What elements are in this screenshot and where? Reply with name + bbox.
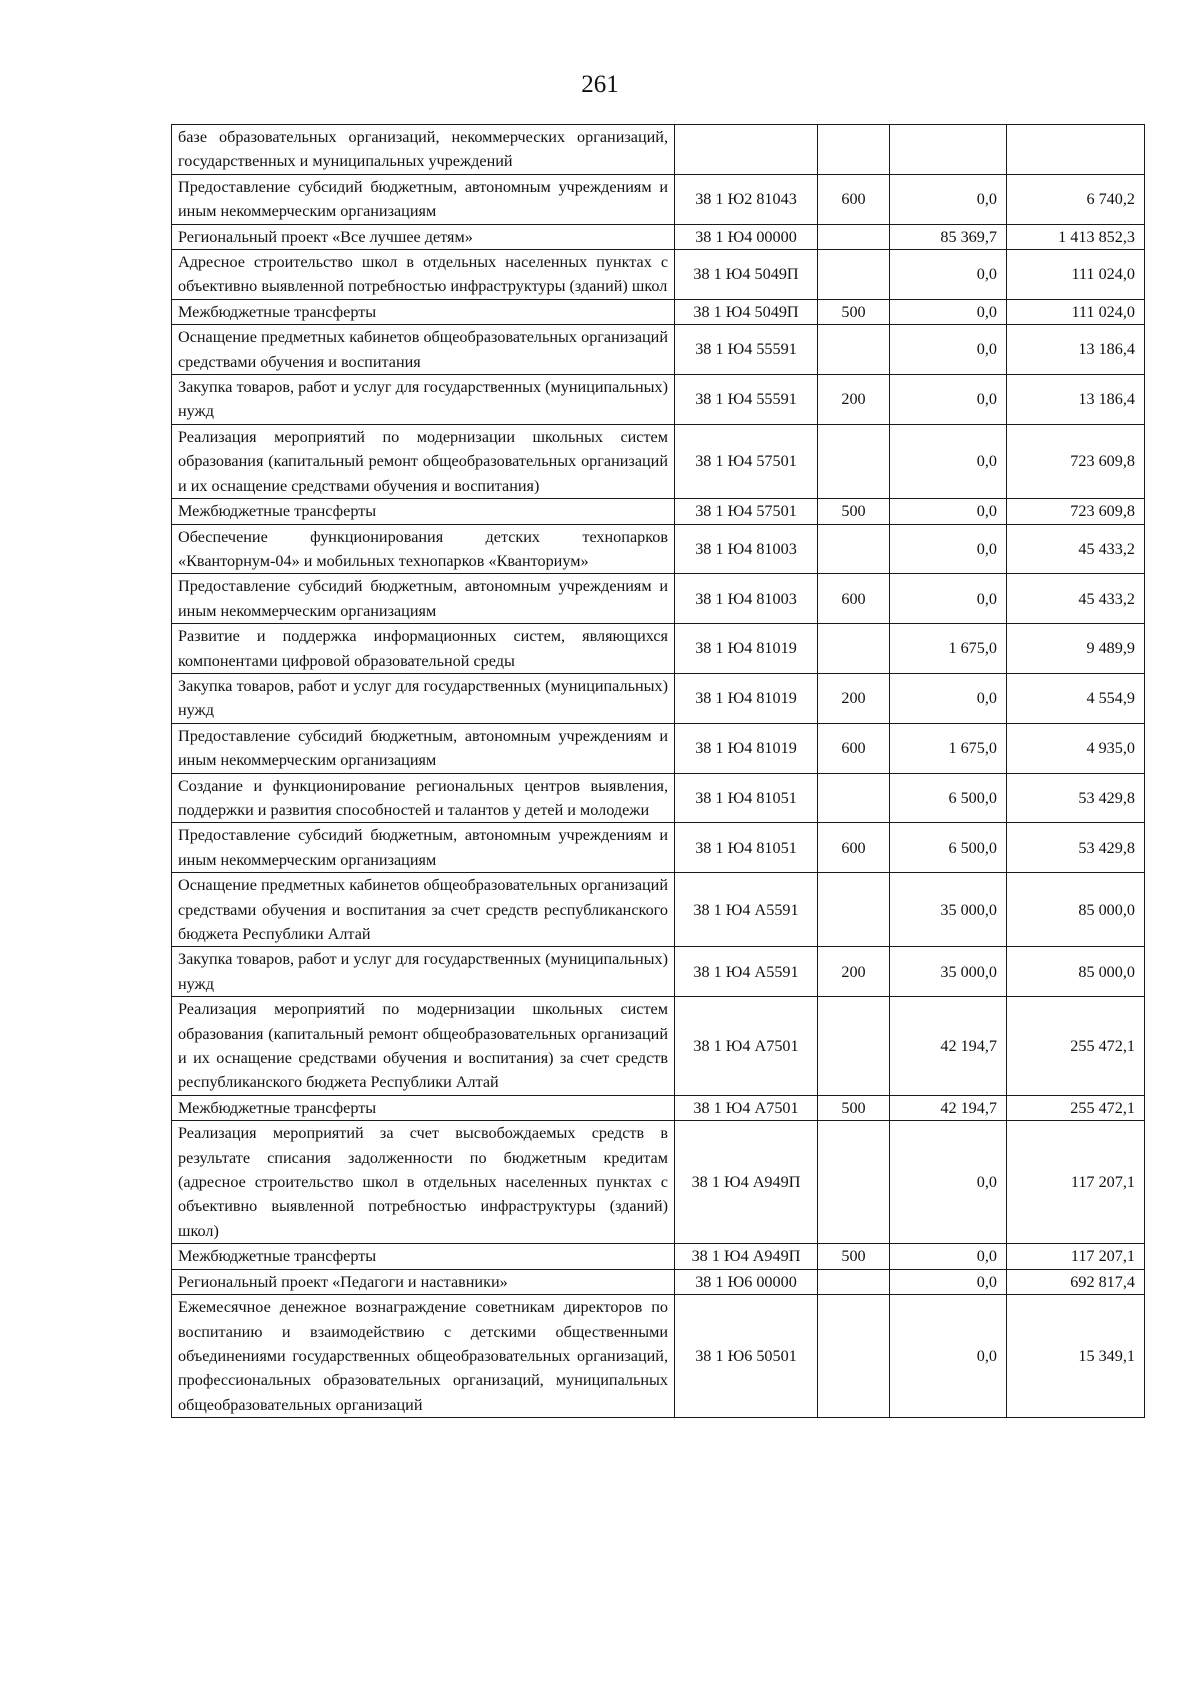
amount-year1-cell: 0,0 — [890, 574, 1007, 624]
amount-year1-cell: 0,0 — [890, 325, 1007, 375]
table-row — [172, 723, 1145, 773]
target-code-cell: 38 1 Ю2 81043 — [675, 174, 818, 224]
page-number: 261 — [581, 71, 619, 98]
target-code-cell: 38 1 Ю4 А949П — [675, 1121, 818, 1244]
expense-type-cell: 200 — [818, 947, 890, 997]
item-name-cell: Развитие и поддержка информационных систем, являющихся компонентами цифровой образовательной среды — [172, 624, 675, 674]
target-code-cell: 38 1 Ю4 55591 — [675, 375, 818, 425]
expense-type-cell — [818, 524, 890, 574]
item-name-cell: Оснащение предметных кабинетов общеобразовательных организаций средствами обучения и воспитания за счет средств республиканского бюджета Республики Алтай — [172, 873, 675, 947]
expense-type-cell: 500 — [818, 299, 890, 324]
item-name-cell: базе образовательных организаций, некоммерческих организаций, государственных и муниципальных учреждений — [172, 125, 675, 175]
table-row — [172, 499, 1145, 524]
amount-year2-cell: 255 472,1 — [1007, 1095, 1145, 1120]
amount-year1-cell: 0,0 — [890, 499, 1007, 524]
target-code-cell: 38 1 Ю4 57501 — [675, 424, 818, 498]
item-name-cell: Реализация мероприятий за счет высвобождаемых средств в результате списания задолженности по бюджетным кредитам (адресное строительство школ в отдельных населенных пунктах с объективно выявленной потребностью инфраструктуры (зданий) школ) — [172, 1121, 675, 1244]
item-name-cell: Региональный проект «Педагоги и наставники» — [172, 1269, 675, 1294]
table-row — [172, 424, 1145, 498]
target-code-cell: 38 1 Ю4 А5591 — [675, 873, 818, 947]
target-code-cell: 38 1 Ю6 00000 — [675, 1269, 818, 1294]
item-name-cell: Оснащение предметных кабинетов общеобразовательных организаций средствами обучения и воспитания — [172, 325, 675, 375]
amount-year2-cell: 692 817,4 — [1007, 1269, 1145, 1294]
target-code-cell: 38 1 Ю4 81019 — [675, 624, 818, 674]
amount-year2-cell: 13 186,4 — [1007, 325, 1145, 375]
item-name-cell: Межбюджетные трансферты — [172, 499, 675, 524]
amount-year2-cell — [1007, 125, 1145, 175]
table-row — [172, 299, 1145, 324]
item-name-cell: Создание и функционирование региональных центров выявления, поддержки и развития способностей и талантов у детей и молодежи — [172, 773, 675, 823]
amount-year2-cell: 255 472,1 — [1007, 997, 1145, 1096]
item-name-cell: Предоставление субсидий бюджетным, автономным учреждениям и иным некоммерческим организациям — [172, 574, 675, 624]
amount-year1-cell: 35 000,0 — [890, 873, 1007, 947]
target-code-cell: 38 1 Ю4 81019 — [675, 673, 818, 723]
expense-type-cell — [818, 1269, 890, 1294]
amount-year1-cell: 0,0 — [890, 1269, 1007, 1294]
table-row — [172, 125, 1145, 175]
amount-year2-cell: 4 554,9 — [1007, 673, 1145, 723]
expense-type-cell: 500 — [818, 1095, 890, 1120]
target-code-cell: 38 1 Ю4 00000 — [675, 224, 818, 249]
target-code-cell: 38 1 Ю4 А7501 — [675, 1095, 818, 1120]
amount-year1-cell: 0,0 — [890, 673, 1007, 723]
table-row — [172, 773, 1145, 823]
amount-year1-cell: 0,0 — [890, 1244, 1007, 1269]
budget-table-body — [172, 125, 1145, 1418]
expense-type-cell: 600 — [818, 723, 890, 773]
amount-year1-cell: 6 500,0 — [890, 823, 1007, 873]
target-code-cell: 38 1 Ю4 5049П — [675, 299, 818, 324]
table-row — [172, 524, 1145, 574]
table-row — [172, 375, 1145, 425]
budget-table — [171, 124, 1145, 1418]
item-name-cell: Межбюджетные трансферты — [172, 1244, 675, 1269]
amount-year2-cell: 9 489,9 — [1007, 624, 1145, 674]
item-name-cell: Межбюджетные трансферты — [172, 299, 675, 324]
table-row — [172, 1244, 1145, 1269]
target-code-cell: 38 1 Ю4 55591 — [675, 325, 818, 375]
amount-year2-cell: 85 000,0 — [1007, 873, 1145, 947]
item-name-cell: Закупка товаров, работ и услуг для государственных (муниципальных) нужд — [172, 375, 675, 425]
amount-year1-cell: 6 500,0 — [890, 773, 1007, 823]
target-code-cell: 38 1 Ю4 57501 — [675, 499, 818, 524]
amount-year2-cell: 45 433,2 — [1007, 524, 1145, 574]
target-code-cell: 38 1 Ю4 81019 — [675, 723, 818, 773]
target-code-cell: 38 1 Ю4 А949П — [675, 1244, 818, 1269]
expense-type-cell: 200 — [818, 673, 890, 723]
expense-type-cell — [818, 250, 890, 300]
amount-year2-cell: 13 186,4 — [1007, 375, 1145, 425]
item-name-cell: Закупка товаров, работ и услуг для государственных (муниципальных) нужд — [172, 947, 675, 997]
table-row — [172, 947, 1145, 997]
expense-type-cell — [818, 624, 890, 674]
amount-year2-cell: 53 429,8 — [1007, 773, 1145, 823]
amount-year2-cell: 1 413 852,3 — [1007, 224, 1145, 249]
target-code-cell: 38 1 Ю4 А7501 — [675, 997, 818, 1096]
expense-type-cell: 500 — [818, 499, 890, 524]
amount-year2-cell: 111 024,0 — [1007, 250, 1145, 300]
amount-year2-cell: 45 433,2 — [1007, 574, 1145, 624]
amount-year1-cell: 0,0 — [890, 174, 1007, 224]
item-name-cell: Обеспечение функционирования детских технопарков «Кванторнум-04» и мобильных технопарков «Кванториум» — [172, 524, 675, 574]
amount-year1-cell: 1 675,0 — [890, 624, 1007, 674]
item-name-cell: Предоставление субсидий бюджетным, автономным учреждениям и иным некоммерческим организациям — [172, 823, 675, 873]
table-row — [172, 873, 1145, 947]
expense-type-cell — [818, 1295, 890, 1418]
expense-type-cell — [818, 1121, 890, 1244]
amount-year1-cell: 0,0 — [890, 524, 1007, 574]
target-code-cell: 38 1 Ю4 5049П — [675, 250, 818, 300]
amount-year2-cell: 85 000,0 — [1007, 947, 1145, 997]
target-code-cell: 38 1 Ю4 81003 — [675, 574, 818, 624]
table-row — [172, 823, 1145, 873]
amount-year2-cell: 4 935,0 — [1007, 723, 1145, 773]
amount-year2-cell: 15 349,1 — [1007, 1295, 1145, 1418]
expense-type-cell — [818, 424, 890, 498]
target-code-cell: 38 1 Ю4 81051 — [675, 773, 818, 823]
item-name-cell: Закупка товаров, работ и услуг для государственных (муниципальных) нужд — [172, 673, 675, 723]
amount-year1-cell: 85 369,7 — [890, 224, 1007, 249]
expense-type-cell: 600 — [818, 174, 890, 224]
item-name-cell: Реализация мероприятий по модернизации школьных систем образования (капитальный ремонт общеобразовательных организаций и их оснащение средствами обучения и воспитания) за счет средств республиканского бюджета Республики Алтай — [172, 997, 675, 1096]
item-name-cell: Предоставление субсидий бюджетным, автономным учреждениям и иным некоммерческим организациям — [172, 174, 675, 224]
table-row — [172, 673, 1145, 723]
expense-type-cell — [818, 997, 890, 1096]
table-row — [172, 174, 1145, 224]
expense-type-cell — [818, 325, 890, 375]
target-code-cell: 38 1 Ю4 81051 — [675, 823, 818, 873]
amount-year2-cell: 53 429,8 — [1007, 823, 1145, 873]
amount-year1-cell: 0,0 — [890, 1295, 1007, 1418]
expense-type-cell: 600 — [818, 574, 890, 624]
expense-type-cell — [818, 873, 890, 947]
amount-year1-cell: 1 675,0 — [890, 723, 1007, 773]
table-row — [172, 224, 1145, 249]
expense-type-cell: 600 — [818, 823, 890, 873]
expense-type-cell: 500 — [818, 1244, 890, 1269]
table-row — [172, 1269, 1145, 1294]
item-name-cell: Региональный проект «Все лучшее детям» — [172, 224, 675, 249]
amount-year1-cell: 0,0 — [890, 299, 1007, 324]
item-name-cell: Реализация мероприятий по модернизации школьных систем образования (капитальный ремонт общеобразовательных организаций и их оснащение средствами обучения и воспитания) — [172, 424, 675, 498]
target-code-cell: 38 1 Ю6 50501 — [675, 1295, 818, 1418]
amount-year1-cell: 0,0 — [890, 424, 1007, 498]
table-row — [172, 1121, 1145, 1244]
target-code-cell: 38 1 Ю4 А5591 — [675, 947, 818, 997]
amount-year2-cell: 6 740,2 — [1007, 174, 1145, 224]
table-row — [172, 1295, 1145, 1418]
item-name-cell: Ежемесячное денежное вознаграждение советникам директоров по воспитанию и взаимодействию с детскими общественными объединениями государственных общеобразовательных организаций, профессиональных образовательных организаций, муниципальных общеобразовательных организаций — [172, 1295, 675, 1418]
amount-year1-cell: 35 000,0 — [890, 947, 1007, 997]
target-code-cell: 38 1 Ю4 81003 — [675, 524, 818, 574]
expense-type-cell: 200 — [818, 375, 890, 425]
table-row — [172, 325, 1145, 375]
amount-year1-cell: 0,0 — [890, 1121, 1007, 1244]
amount-year2-cell: 723 609,8 — [1007, 424, 1145, 498]
table-row — [172, 250, 1145, 300]
item-name-cell: Межбюджетные трансферты — [172, 1095, 675, 1120]
amount-year1-cell: 42 194,7 — [890, 997, 1007, 1096]
target-code-cell — [675, 125, 818, 175]
table-row — [172, 1095, 1145, 1120]
table-row — [172, 624, 1145, 674]
table-row — [172, 574, 1145, 624]
amount-year2-cell: 723 609,8 — [1007, 499, 1145, 524]
amount-year2-cell: 111 024,0 — [1007, 299, 1145, 324]
expense-type-cell — [818, 224, 890, 249]
amount-year1-cell — [890, 125, 1007, 175]
amount-year1-cell: 0,0 — [890, 250, 1007, 300]
table-row — [172, 997, 1145, 1096]
expense-type-cell — [818, 125, 890, 175]
amount-year1-cell: 42 194,7 — [890, 1095, 1007, 1120]
item-name-cell: Предоставление субсидий бюджетным, автономным учреждениям и иным некоммерческим организациям — [172, 723, 675, 773]
item-name-cell: Адресное строительство школ в отдельных населенных пунктах с объективно выявленной потребностью инфраструктуры (зданий) школ — [172, 250, 675, 300]
amount-year2-cell: 117 207,1 — [1007, 1121, 1145, 1244]
expense-type-cell — [818, 773, 890, 823]
amount-year1-cell: 0,0 — [890, 375, 1007, 425]
amount-year2-cell: 117 207,1 — [1007, 1244, 1145, 1269]
